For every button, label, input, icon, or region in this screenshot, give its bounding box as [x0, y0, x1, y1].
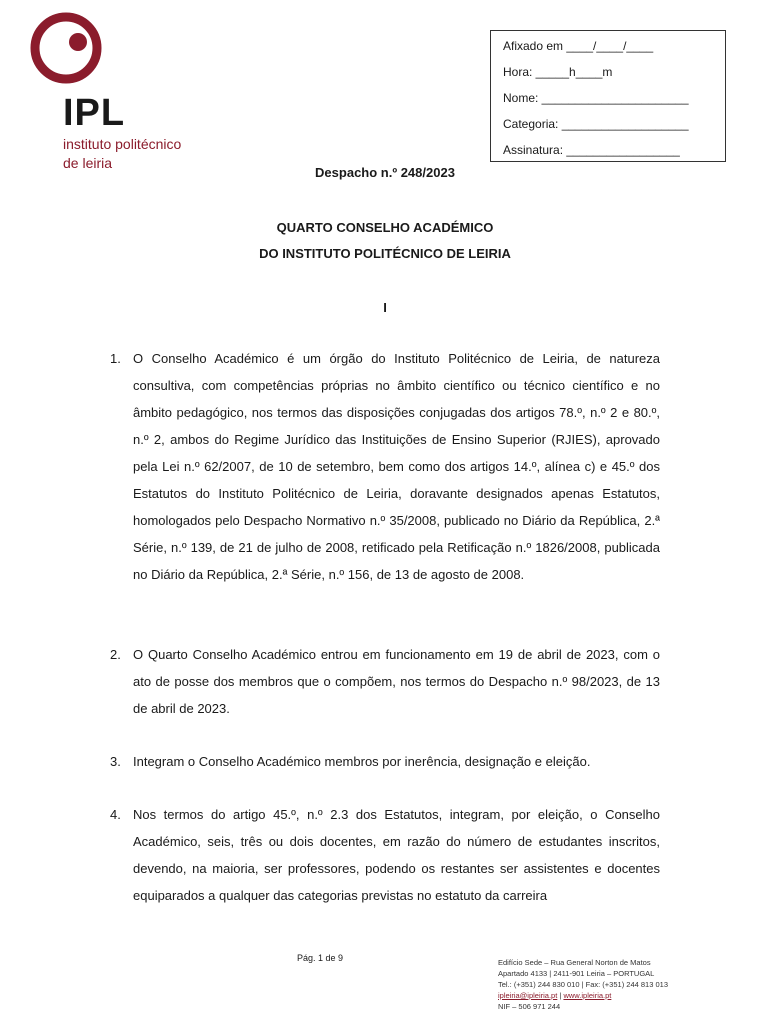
- stamp-affixed-date: Afixado em ____/____/____: [503, 39, 654, 53]
- stamp-signature: Assinatura: _________________: [503, 143, 680, 157]
- paragraph-number: 3.: [110, 754, 121, 769]
- logo-text: [63, 94, 181, 170]
- section-heading: I: [383, 300, 387, 315]
- logo-circle-icon: [30, 12, 110, 92]
- logo-line-2: de leiria: [63, 155, 113, 171]
- paragraph-3: [110, 748, 660, 775]
- logo-acronym: IPL: [63, 92, 126, 134]
- paragraph-number: 2.: [110, 647, 121, 662]
- stamp-time: Hora: _____h____m: [503, 65, 613, 79]
- logo-line-1: instituto politécnico: [63, 136, 182, 152]
- paragraph-text: Integram o Conselho Académico membros por inerência, designação e eleição.: [133, 754, 591, 769]
- paragraph-1: [110, 345, 660, 588]
- document-title-line-2: DO INSTITUTO POLITÉCNICO DE LEIRIA: [259, 246, 511, 261]
- paragraph-2: [110, 641, 660, 722]
- institution-logo: [30, 12, 205, 171]
- paragraph-text: O Quarto Conselho Académico entrou em funcionamento em 19 de abril de 2023, com o ato de posse dos membros que o compõem, nos termos do Despacho n.º 98/2023, de 13 de abril de 2023.: [133, 647, 660, 716]
- paragraph-text: Nos termos do artigo 45.º, n.º 2.3 dos Estatutos, integram, por eleição, o Conselho Académico, seis, três ou dois docentes, em razão do número de estudantes inscritos, devendo, na maioria, ser professores, podendo os restantes ser assistentes e docentes equiparados a qualquer das categorias previstas no estatuto da carreira: [133, 807, 660, 903]
- contact-links: [498, 990, 668, 1001]
- posting-stamp-box: [490, 30, 726, 162]
- address-line-1: Edifício Sede – Rua General Norton de Matos: [498, 958, 651, 967]
- email-link[interactable]: ipleiria@ipleiria.pt: [498, 991, 558, 1000]
- website-link[interactable]: www.ipleiria.pt: [563, 991, 612, 1000]
- paragraph-4: [110, 801, 660, 909]
- footer-address: [498, 957, 668, 1012]
- paragraph-number: 4.: [110, 807, 121, 822]
- address-line-3: Tel.: (+351) 244 830 010 | Fax: (+351) 244 813 013: [498, 980, 668, 989]
- paragraph-number: 1.: [110, 351, 121, 366]
- page-number: Pág. 1 de 9: [296, 953, 344, 963]
- paragraph-text: O Conselho Académico é um órgão do Instituto Politécnico de Leiria, de natureza consultiva, com competências próprias no âmbito científico ou técnico científico e no âmbito pedagógico, nos termos das disposições conjugadas dos artigos 78.º, n.º 2 e 80.º, n.º 2, ambos do Regime Jurídico das Instituições de Ensino Superior (RJIES), aprovado pela Lei n.º 62/2007, de 10 de setembro, bem como dos artigos 14.º, alínea c) e 45.º dos Estatutos do Instituto Politécnico de Leiria, doravante designados apenas Estatutos, homologados pelo Despacho Normativo n.º 35/2008, publicado no Diário da República, 2.ª Série, n.º 139, de 21 de julho de 2008, retificado pela Retificação n.º 1826/2008, publicada no Diário da República, 2.ª Série, n.º 156, de 13 de agosto de 2008.: [133, 351, 660, 582]
- document-title-line-1: QUARTO CONSELHO ACADÉMICO: [276, 220, 494, 235]
- address-line-2: Apartado 4133 | 2411-901 Leiria – PORTUGAL: [498, 969, 655, 978]
- tax-id: NIF – 506 971 244: [498, 1002, 561, 1011]
- link-separator: |: [557, 991, 564, 1000]
- document-number: Despacho n.º 248/2023: [315, 165, 455, 180]
- stamp-name: Nome: ______________________: [503, 91, 689, 105]
- stamp-category: Categoria: ___________________: [503, 117, 689, 131]
